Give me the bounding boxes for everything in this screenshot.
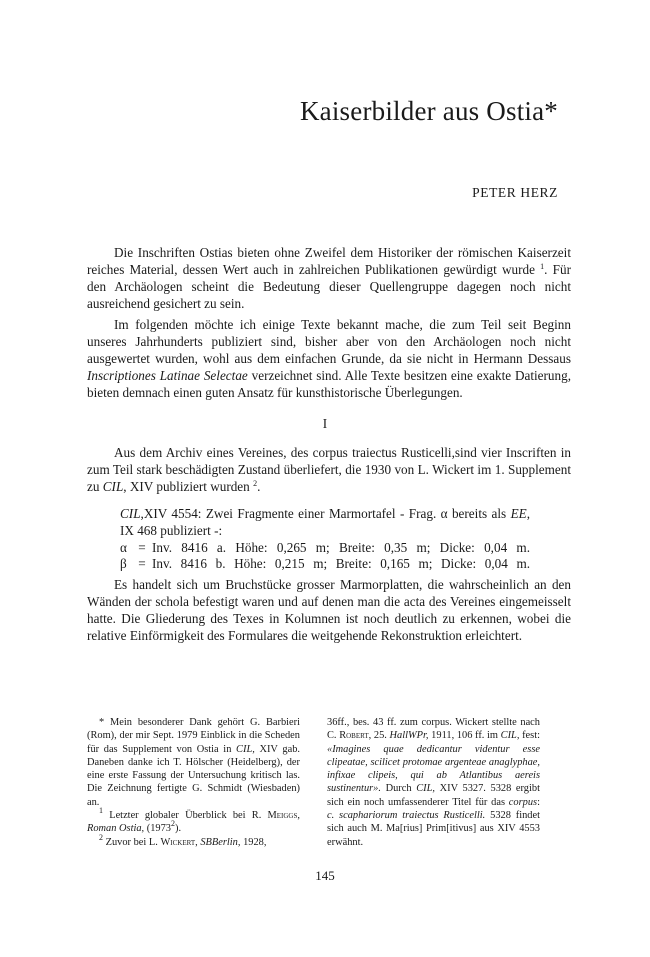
footnote-2-text-a: Zuvor bei L. bbox=[105, 836, 158, 848]
footnote-1-italic: Roman Ostia, bbox=[87, 823, 145, 835]
footnote-1-number: 1 bbox=[99, 806, 103, 816]
footnote-cont-italic-4: corpus bbox=[508, 796, 538, 808]
footnote-star-text-a: * Mein besonderer Dank gehört G. Barbieri (Rom), der mir Sept. 1979 Einblick in die Scheden für das Supplement von Ostia in bbox=[87, 717, 300, 755]
paragraph-1-text-a: Die Inschriften Ostias bieten ohne Zweifel dem Historiker der römischen Kaiserzeit reiches Material, dessen Wert auch in zahlreichen Publikationen gewürdigt wurde bbox=[87, 245, 571, 278]
footnote-1-edition: 2 bbox=[171, 819, 176, 829]
paragraph-2 bbox=[87, 316, 571, 401]
paragraph-3-text-b: , XIV publiziert wurden bbox=[123, 479, 250, 495]
footnote-cont-a: 36ff., bes. 43 ff. zum corpus. Wickert stellte nach C. bbox=[327, 717, 540, 742]
footnote-2-author: Wickert bbox=[160, 836, 196, 848]
footnote-cont-f: XIV 5327. 5328 ergibt sich ein noch umfassenderer Titel für das bbox=[327, 783, 540, 808]
footnote-cont-quote: «Imagines quae dedicantur videntur esse clipeatae, scilicet protomae argenteae anaglyphae, infixae clipeis, qui ab Atlantibus aereis sustinentur». bbox=[327, 743, 540, 795]
paragraph-3-italic: CIL bbox=[102, 479, 124, 495]
footnote-star-text-b: XIV gab. Daneben danke ich T. Hölscher (Heidelberg), der eine erste Fassung der Untersuchung kritisch las. Die Zeichnung fertigte G. Schmidt (Wiesbaden) an. bbox=[87, 743, 300, 808]
inscription-line-1-text: ,XIV 4554: Zwei Fragmente einer Marmortafel - Frag. α bereits als bbox=[140, 506, 507, 521]
inscription-beta-row bbox=[120, 556, 530, 573]
footnote-star bbox=[87, 716, 300, 809]
footnotes-left-column bbox=[87, 716, 300, 849]
inscription-line-2: IX 468 publiziert -: bbox=[120, 522, 223, 538]
page-number: 145 bbox=[315, 868, 335, 883]
footnote-cont-italic-5: c. scaphariorum traiectus Rusticelli. bbox=[327, 810, 486, 822]
footnote-ref-2: 2 bbox=[253, 479, 258, 489]
footnote-cont-author: Robert bbox=[339, 730, 369, 742]
footnote-2-text-b: 1928, bbox=[243, 836, 267, 848]
alpha-equals: = bbox=[138, 539, 146, 555]
inscription-alpha-row bbox=[120, 540, 530, 557]
section-heading: I bbox=[322, 416, 328, 431]
paragraph-3-text-a: Aus dem Archiv eines Vereines, des corpus traiectus Rusticelli,sind vier Inscriften in zum Teil stark beschädigten Zustand überliefert, die 1930 von L. Wickert im 1. Supplement zu bbox=[87, 445, 571, 495]
footnote-cont-g: : bbox=[537, 796, 540, 808]
footnote-cont-d: fest: bbox=[522, 730, 540, 742]
footnote-1-author: Meiggs bbox=[267, 810, 298, 822]
footnote-cont-italic-2: CIL, bbox=[500, 730, 520, 742]
footnote-2-sep: , bbox=[195, 836, 198, 848]
inscription-block bbox=[120, 506, 530, 573]
footnote-1-sep: , bbox=[297, 810, 300, 822]
footnote-ref-1: 1 bbox=[540, 262, 545, 272]
beta-equals: = bbox=[138, 556, 146, 572]
alpha-text: Inv. 8416 a. Höhe: 0,265 m; Breite: 0,35 m; Dicke: 0,04 m. bbox=[152, 539, 530, 555]
paragraph-2-text-a: Im folgenden möchte ich einige Texte bekannt mache, die zum Teil seit Beginn unseres Jahrhunderts publiziert sind, bisher aber von den Archäologen noch nicht ausgewertet wurden, wohl aus dem einfachen Grunde, da sie nicht in Hermann Dessaus bbox=[87, 317, 571, 367]
footnote-1-text-c: ). bbox=[175, 823, 182, 835]
footnote-cont-italic-3: CIL, bbox=[416, 783, 435, 795]
footnote-cont-h: 5328 findet sich auch M. Ma[rius] Prim[itivus] aus XIV 4553 erwähnt. bbox=[327, 810, 540, 848]
footnote-cont-c: 1911, 106 ff. im bbox=[431, 730, 498, 742]
footnote-1 bbox=[87, 806, 300, 836]
paragraph-2-text-b: verzeichnet sind. Alle Texte besitzen eine exakte Datierung, bieten demnach einen guten Ansatz für kunsthistorische Überlegungen. bbox=[87, 368, 572, 401]
inscription-cil: CIL bbox=[120, 506, 141, 521]
paragraph-2-italic-title: Inscriptiones Latinae Selectae bbox=[87, 368, 248, 384]
footnote-1-text-b: (1973 bbox=[146, 823, 172, 835]
inscription-line-1 bbox=[120, 506, 530, 523]
footnote-2-number: 2 bbox=[99, 832, 103, 842]
paragraph-1 bbox=[87, 244, 571, 312]
article-title: Kaiserbilder aus Ostia* bbox=[299, 96, 558, 126]
alpha-label: α bbox=[120, 539, 127, 555]
footnotes-right-column bbox=[327, 716, 540, 849]
footnote-2 bbox=[87, 832, 300, 849]
footnote-cont-b: , 25. bbox=[368, 730, 387, 742]
footnote-2-continued bbox=[327, 716, 540, 849]
beta-text: Inv. 8416 b. Höhe: 0,215 m; Breite: 0,165 m; Dicke: 0,04 m. bbox=[152, 556, 530, 572]
inscription-line-1-end: , bbox=[526, 506, 531, 521]
footnote-cont-italic-1: HallWPr, bbox=[389, 730, 429, 742]
paragraph-3-text-c: . bbox=[257, 479, 261, 495]
paragraph-1-text-b: . Für den Archäologen scheint die Bedeutung dieser Quellengruppe dagegen noch nicht ausreichend gesichert zu sein. bbox=[87, 262, 571, 312]
footnote-star-italic: CIL, bbox=[236, 743, 255, 755]
paragraph-3 bbox=[87, 444, 571, 495]
author-name: PETER HERZ bbox=[472, 185, 558, 200]
beta-label: β bbox=[120, 556, 127, 572]
footnote-cont-e: Durch bbox=[385, 783, 412, 795]
footnote-1-text-a: Letzter globaler Überblick bei R. bbox=[109, 810, 262, 822]
footnote-2-italic: SBBerlin, bbox=[200, 836, 241, 848]
paragraph-4 bbox=[87, 576, 571, 644]
paragraph-4-text: Es handelt sich um Bruchstücke grosser Marmorplatten, die wahrscheinlich an den Wänden der schola befestigt waren und auf denen man die acta des Vereines eingemeisselt hatte. Die Gliederung des Texes in Kolumnen ist noch deutlich zu erkennen, wobei die relative Einförmigkeit des Formulares die weitgehende Rekonstruktion erleichtert. bbox=[87, 577, 571, 644]
inscription-ee: EE bbox=[510, 506, 527, 521]
